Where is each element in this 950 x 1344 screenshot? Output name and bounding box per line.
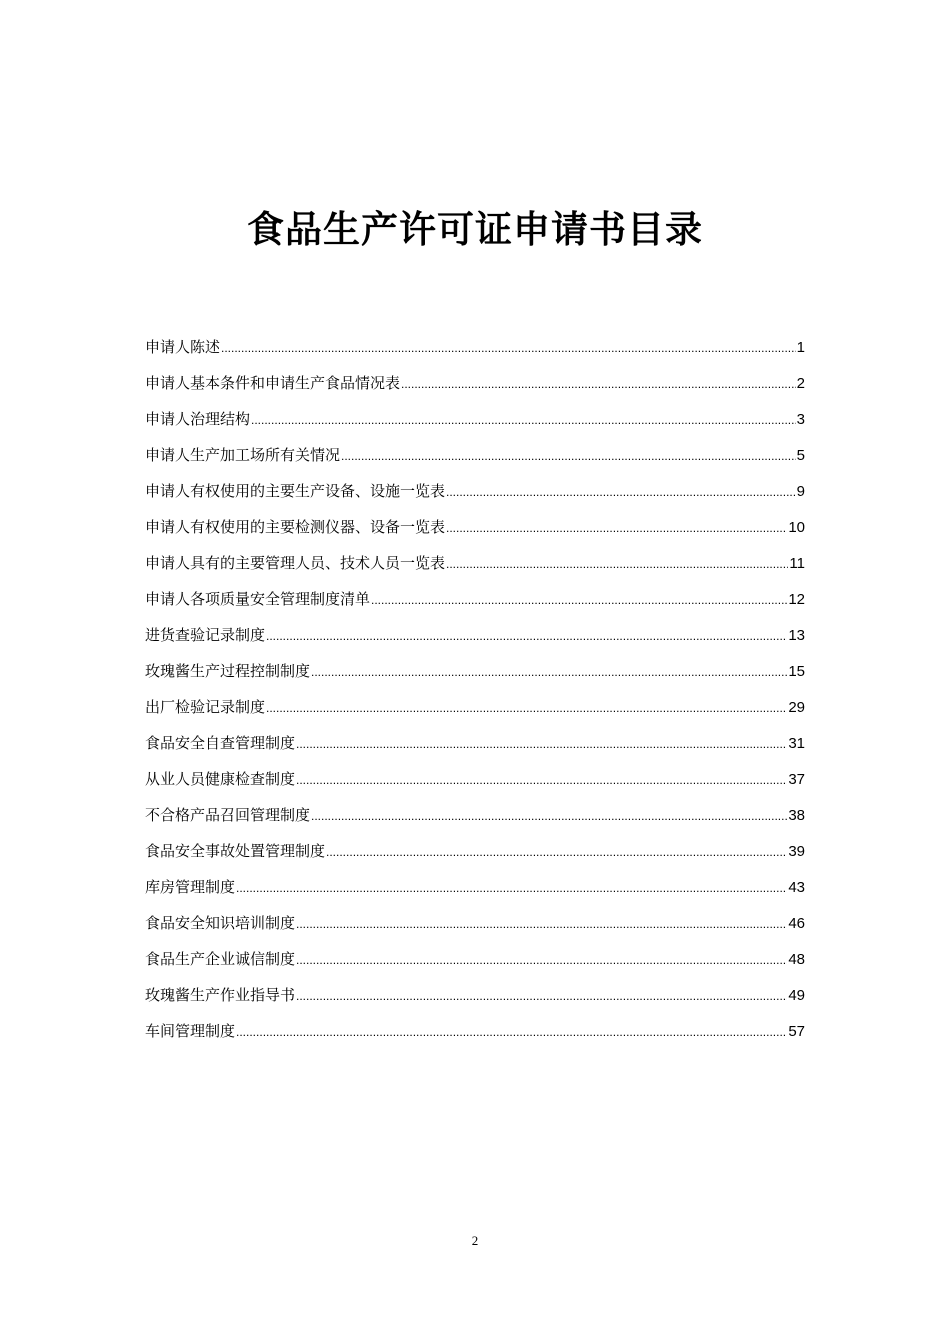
- toc-dot-leader: [311, 658, 787, 686]
- toc-entry-label: 申请人有权使用的主要生产设备、设施一览表: [145, 482, 446, 500]
- toc-entry[interactable]: [145, 765, 805, 801]
- toc-entry-label: 申请人基本条件和申请生产食品情况表: [145, 374, 401, 392]
- toc-entry-label: 申请人各项质量安全管理制度清单: [145, 590, 371, 608]
- toc-dot-leader: [401, 370, 796, 398]
- toc-entry-page: 10: [788, 519, 805, 536]
- toc-entry-page: 39: [788, 843, 805, 860]
- toc-entry[interactable]: [145, 693, 805, 729]
- toc-entry-label: 库房管理制度: [145, 878, 236, 896]
- toc-entry-page: 46: [788, 915, 805, 932]
- toc-entry-label: 玫瑰酱生产作业指导书: [145, 986, 296, 1004]
- toc-dot-leader: [266, 694, 787, 722]
- toc-dot-leader: [371, 586, 787, 614]
- toc-entry[interactable]: [145, 1017, 805, 1053]
- toc-dot-leader: [236, 1018, 787, 1046]
- toc-entry-page: 15: [788, 663, 805, 680]
- toc-entry-page: 57: [788, 1023, 805, 1040]
- toc-dot-leader: [326, 838, 787, 866]
- toc-dot-leader: [266, 622, 787, 650]
- toc-entry-label: 玫瑰酱生产过程控制制度: [145, 662, 311, 680]
- toc-entry-page: 31: [788, 735, 805, 752]
- toc-entry[interactable]: [145, 873, 805, 909]
- toc-dot-leader: [446, 550, 788, 578]
- toc-entry-label: 不合格产品召回管理制度: [145, 806, 311, 824]
- toc-entry-page: 43: [788, 879, 805, 896]
- toc-entry-page: 5: [796, 447, 805, 464]
- toc-entry-label: 食品安全自查管理制度: [145, 734, 296, 752]
- toc-entry-page: 9: [796, 483, 805, 500]
- toc-entry-label: 出厂检验记录制度: [145, 698, 266, 716]
- toc-dot-leader: [296, 766, 787, 794]
- toc-entry-page: 29: [788, 699, 805, 716]
- toc-entry-label: 进货查验记录制度: [145, 626, 266, 644]
- toc-entry[interactable]: [145, 909, 805, 945]
- toc-dot-leader: [311, 802, 787, 830]
- toc-dot-leader: [296, 946, 787, 974]
- toc-dot-leader: [221, 334, 796, 362]
- toc-entry-page: 12: [788, 591, 805, 608]
- toc-dot-leader: [296, 730, 787, 758]
- toc-entry[interactable]: [145, 333, 805, 369]
- toc-entry-label: 食品安全知识培训制度: [145, 914, 296, 932]
- toc-entry[interactable]: [145, 585, 805, 621]
- toc-entry[interactable]: [145, 801, 805, 837]
- toc-entry[interactable]: [145, 981, 805, 1017]
- toc-entry-page: 2: [796, 375, 805, 392]
- toc-entry-page: 3: [796, 411, 805, 428]
- toc-entry-page: 11: [789, 555, 805, 572]
- toc-entry[interactable]: [145, 405, 805, 441]
- toc-entry-page: 38: [788, 807, 805, 824]
- toc-dot-leader: [251, 406, 796, 434]
- toc-entry-page: 48: [788, 951, 805, 968]
- toc-entry[interactable]: [145, 441, 805, 477]
- toc-entry[interactable]: [145, 513, 805, 549]
- toc-entry[interactable]: [145, 729, 805, 765]
- toc-entry[interactable]: [145, 945, 805, 981]
- toc-entry[interactable]: [145, 621, 805, 657]
- toc-entry-page: 37: [788, 771, 805, 788]
- footer-page-number: 2: [471, 1233, 479, 1248]
- toc-entry-page: 1: [796, 339, 805, 356]
- toc-dot-leader: [236, 874, 787, 902]
- toc-entry-label: 车间管理制度: [145, 1022, 236, 1040]
- toc-entry-label: 申请人陈述: [145, 338, 221, 356]
- toc-entry-page: 13: [788, 627, 805, 644]
- toc-dot-leader: [341, 442, 796, 470]
- toc-dot-leader: [296, 910, 787, 938]
- toc-entry-label: 从业人员健康检查制度: [145, 770, 296, 788]
- toc-dot-leader: [296, 982, 787, 1010]
- toc-entry-label: 申请人有权使用的主要检测仪器、设备一览表: [145, 518, 446, 536]
- toc-entry-page: 49: [788, 987, 805, 1004]
- toc-entry[interactable]: [145, 549, 805, 585]
- toc-entry-label: 食品生产企业诚信制度: [145, 950, 296, 968]
- toc-entry[interactable]: [145, 657, 805, 693]
- toc-entry[interactable]: [145, 369, 805, 405]
- table-of-contents: [145, 333, 805, 1053]
- toc-entry-label: 申请人治理结构: [145, 410, 251, 428]
- toc-entry-label: 申请人生产加工场所有关情况: [145, 446, 341, 464]
- toc-entry-label: 食品安全事故处置管理制度: [145, 842, 326, 860]
- toc-entry[interactable]: [145, 477, 805, 513]
- toc-dot-leader: [446, 478, 796, 506]
- toc-entry[interactable]: [145, 837, 805, 873]
- page-title: 食品生产许可证申请书目录: [247, 207, 703, 251]
- toc-dot-leader: [446, 514, 787, 542]
- toc-entry-label: 申请人具有的主要管理人员、技术人员一览表: [145, 554, 446, 572]
